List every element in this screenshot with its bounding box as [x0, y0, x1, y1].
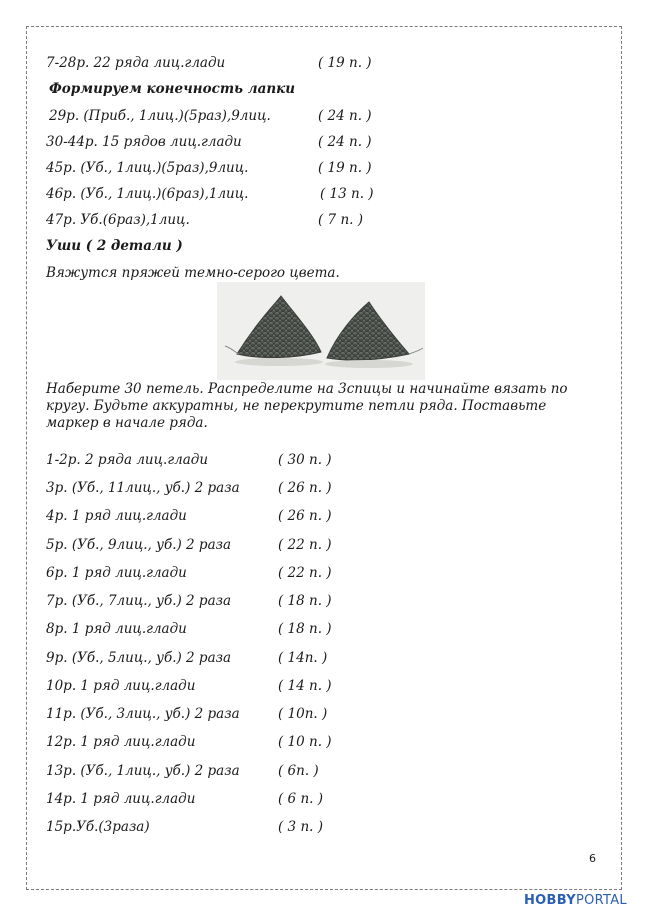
row-count: ( 10п. ): [278, 706, 328, 722]
row-line: 10р. 1 ряд лиц.глади: [46, 678, 196, 694]
row-count: ( 26 п. ): [278, 480, 332, 496]
row-line: 11р. (Уб., 3лиц., уб.) 2 раза: [46, 706, 240, 722]
row-line: 4р. 1 ряд лиц.глади: [46, 508, 187, 524]
row-count: ( 13 п. ): [320, 186, 374, 202]
row-count: ( 14п. ): [278, 650, 328, 666]
brand-logo[interactable]: [524, 893, 627, 908]
row-count: ( 24 п. ): [318, 134, 372, 150]
row-line: 46р. (Уб., 1лиц.)(6раз),1лиц.: [46, 186, 249, 202]
row-line: 14р. 1 ряд лиц.глади: [46, 791, 196, 807]
row-count: ( 18 п. ): [278, 593, 332, 609]
row-count: ( 19 п. ): [318, 55, 372, 71]
row-count: ( 3 п. ): [278, 819, 323, 835]
row-count: ( 22 п. ): [278, 565, 332, 581]
row-line: 8р. 1 ряд лиц.глади: [46, 621, 187, 637]
instructions-paragraph: Наберите 30 петель. Распределите на 3спицы и начинайте вязать по кругу. Будьте аккуратны, не перекрутите петли ряда. Поставьте маркер в начале ряда.: [46, 381, 568, 431]
row-line: 3р. (Уб., 11лиц., уб.) 2 раза: [46, 480, 240, 496]
brand-part-hobby: HOBBY: [524, 893, 576, 908]
row-count: ( 19 п. ): [318, 160, 372, 176]
row-line: 30-44р. 15 рядов лиц.глади: [46, 134, 242, 150]
row-count: ( 22 п. ): [278, 537, 332, 553]
section-title-ears: Уши ( 2 детали ): [46, 238, 183, 254]
row-line: 15р.Уб.(3раза): [46, 819, 150, 835]
row-line: 12р. 1 ряд лиц.глади: [46, 734, 196, 750]
knitted-ears-photo: [217, 282, 425, 380]
row-line: 13р. (Уб., 1лиц., уб.) 2 раза: [46, 763, 240, 779]
row-count: ( 6п. ): [278, 763, 319, 779]
row-count: ( 10 п. ): [278, 734, 332, 750]
row-count: ( 6 п. ): [278, 791, 323, 807]
row-line: 5р. (Уб., 9лиц., уб.) 2 раза: [46, 537, 232, 553]
row-count: ( 7 п. ): [318, 212, 363, 228]
section-title-paw: Формируем конечность лапки: [49, 81, 296, 97]
row-line: 47р. Уб.(6раз),1лиц.: [46, 212, 190, 228]
row-count: ( 30 п. ): [278, 452, 332, 468]
row-count: ( 24 п. ): [318, 108, 372, 124]
row-line: 9р. (Уб., 5лиц., уб.) 2 раза: [46, 650, 232, 666]
row-count: ( 14 п. ): [278, 678, 332, 694]
row-count: ( 18 п. ): [278, 621, 332, 637]
row-line: 6р. 1 ряд лиц.глади: [46, 565, 187, 581]
row-count: ( 26 п. ): [278, 508, 332, 524]
row-line: 7р. (Уб., 7лиц., уб.) 2 раза: [46, 593, 232, 609]
page-number: 6: [589, 852, 596, 865]
row-line: 45р. (Уб., 1лиц.)(5раз),9лиц.: [46, 160, 249, 176]
brand-part-portal: PORTAL: [575, 893, 627, 908]
yarn-note: Вяжутся пряжей темно-серого цвета.: [46, 265, 340, 281]
row-line: 29р. (Приб., 1лиц.)(5раз),9лиц.: [49, 108, 271, 124]
row-line: 1-2р. 2 ряда лиц.глади: [46, 452, 209, 468]
row-line: 7-28р. 22 ряда лиц.глади: [46, 55, 226, 71]
